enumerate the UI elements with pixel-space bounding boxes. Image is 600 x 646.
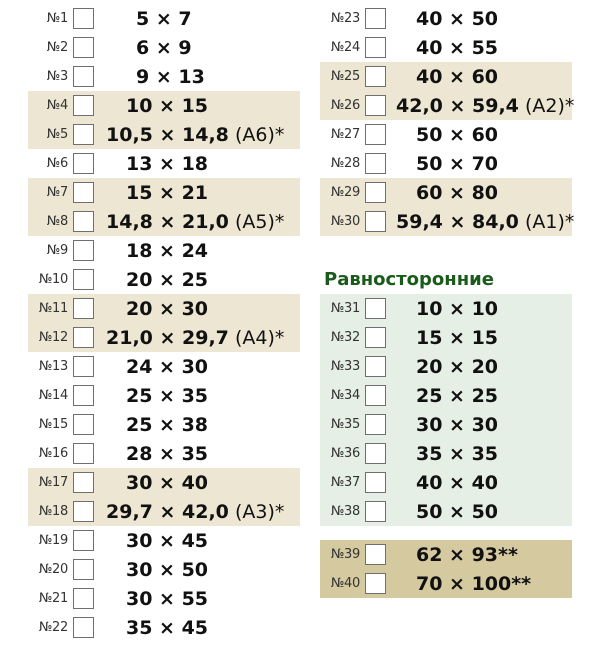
- size-row: [320, 381, 572, 410]
- size-value: [94, 443, 300, 465]
- size-value: [94, 530, 300, 552]
- size-number: №25: [330, 69, 360, 84]
- size-value: [94, 182, 300, 204]
- size-checkbox[interactable]: [365, 8, 386, 29]
- size-row: [320, 149, 572, 178]
- size-dimensions: 14,8 × 21,0: [106, 210, 229, 233]
- size-checkbox[interactable]: [365, 385, 386, 406]
- size-value: [386, 8, 572, 30]
- size-checkbox[interactable]: [365, 153, 386, 174]
- size-row: [320, 569, 572, 598]
- size-value: [94, 8, 300, 30]
- size-value: [94, 501, 300, 523]
- size-checkbox[interactable]: [73, 95, 94, 116]
- size-dimensions: 29,7 × 42,0: [106, 500, 229, 523]
- size-number: №2: [46, 40, 68, 55]
- size-number: №15: [38, 417, 68, 432]
- size-value: [94, 385, 300, 407]
- size-row: [320, 207, 575, 236]
- size-dimensions: 13 × 18: [126, 152, 209, 175]
- size-value: [386, 472, 572, 494]
- size-dimensions: 70 × 100**: [416, 572, 532, 595]
- size-checkbox[interactable]: [73, 327, 94, 348]
- size-dimensions: 30 × 40: [126, 471, 209, 494]
- size-dimensions: 25 × 38: [126, 413, 209, 436]
- size-dimensions: 9 × 13: [136, 65, 205, 88]
- size-number: №12: [38, 330, 68, 345]
- size-row: [320, 323, 572, 352]
- size-value: [94, 269, 300, 291]
- size-value: [386, 544, 572, 566]
- size-checkbox[interactable]: [73, 414, 94, 435]
- size-row: [28, 526, 300, 555]
- size-number: №10: [38, 272, 68, 287]
- size-row: [28, 4, 300, 33]
- size-dimensions: 30 × 30: [416, 413, 499, 436]
- size-row: [320, 540, 572, 569]
- size-dimensions: 60 × 80: [416, 181, 499, 204]
- size-dimensions: 40 × 55: [416, 36, 499, 59]
- size-value: [94, 327, 300, 349]
- size-number: №39: [330, 547, 360, 562]
- size-number: №9: [46, 243, 68, 258]
- size-value: [94, 37, 300, 59]
- size-dimensions: 21,0 × 29,7: [106, 326, 229, 349]
- size-dimensions: 5 × 7: [136, 7, 192, 30]
- size-checkbox[interactable]: [73, 240, 94, 261]
- size-dimensions: 30 × 55: [126, 587, 209, 610]
- size-checkbox[interactable]: [73, 472, 94, 493]
- size-value: [386, 298, 572, 320]
- size-checkbox[interactable]: [73, 269, 94, 290]
- size-value: [94, 211, 300, 233]
- size-dimensions: 15 × 21: [126, 181, 209, 204]
- size-checkbox[interactable]: [73, 501, 94, 522]
- size-dimensions: 62 × 93**: [416, 543, 518, 566]
- size-row: [320, 4, 572, 33]
- size-value: [386, 153, 572, 175]
- size-checkbox[interactable]: [73, 66, 94, 87]
- size-checkbox[interactable]: [365, 211, 386, 232]
- size-value: [386, 211, 574, 233]
- size-row: [28, 236, 300, 265]
- size-checkbox[interactable]: [365, 443, 386, 464]
- size-number: №37: [330, 475, 360, 490]
- size-number: №19: [38, 533, 68, 548]
- size-value: [94, 588, 300, 610]
- size-value: [386, 573, 572, 595]
- size-value: [94, 153, 300, 175]
- size-number: №5: [46, 127, 68, 142]
- size-number: №8: [46, 214, 68, 229]
- size-row: [28, 33, 300, 62]
- size-number: №38: [330, 504, 360, 519]
- size-row: [28, 207, 300, 236]
- size-row: [28, 149, 300, 178]
- size-checkbox[interactable]: [73, 124, 94, 145]
- size-number: №40: [330, 576, 360, 591]
- size-row: [28, 410, 300, 439]
- size-value: [386, 37, 572, 59]
- size-number: №31: [330, 301, 360, 316]
- size-format-label: (A1)*: [518, 210, 575, 233]
- size-number: №26: [330, 98, 360, 113]
- size-format-label: (A2)*: [518, 94, 575, 117]
- size-row: [28, 352, 300, 381]
- size-row: [320, 410, 572, 439]
- size-value: [94, 298, 300, 320]
- size-row: [28, 120, 300, 149]
- size-checkbox[interactable]: [365, 414, 386, 435]
- size-dimensions: 30 × 45: [126, 529, 209, 552]
- size-value: [386, 95, 574, 117]
- size-number: №11: [38, 301, 68, 316]
- size-checkbox[interactable]: [365, 327, 386, 348]
- size-row: [28, 468, 300, 497]
- size-row: [320, 178, 572, 207]
- size-value: [94, 356, 300, 378]
- size-checkbox[interactable]: [365, 544, 386, 565]
- size-value: [386, 356, 572, 378]
- size-value: [386, 443, 572, 465]
- size-format-label: (A3)*: [228, 500, 285, 523]
- size-format-label: (A6)*: [228, 123, 285, 146]
- size-number: №34: [330, 388, 360, 403]
- size-dimensions: 28 × 35: [126, 442, 209, 465]
- size-dimensions: 35 × 35: [416, 442, 499, 465]
- size-checkbox[interactable]: [365, 501, 386, 522]
- size-number: №1: [46, 11, 68, 26]
- size-checkbox[interactable]: [73, 530, 94, 551]
- size-number: №7: [46, 185, 68, 200]
- size-row: [320, 120, 572, 149]
- size-checkbox[interactable]: [73, 588, 94, 609]
- size-number: №18: [38, 504, 68, 519]
- size-row: [320, 91, 575, 120]
- size-value: [94, 617, 300, 639]
- size-row: [28, 497, 300, 526]
- size-dimensions: 25 × 35: [126, 384, 209, 407]
- size-row: [320, 497, 572, 526]
- size-number: №27: [330, 127, 360, 142]
- size-checkbox[interactable]: [365, 356, 386, 377]
- size-value: [386, 327, 572, 349]
- size-value: [386, 182, 572, 204]
- size-number: №16: [38, 446, 68, 461]
- size-number: №30: [330, 214, 360, 229]
- size-number: №22: [38, 620, 68, 635]
- size-row: [28, 62, 300, 91]
- size-row: [28, 381, 300, 410]
- size-value: [386, 124, 572, 146]
- size-format-label: (A5)*: [228, 210, 285, 233]
- size-checkbox[interactable]: [73, 153, 94, 174]
- size-row: [28, 265, 300, 294]
- size-number: №3: [46, 69, 68, 84]
- size-dimensions: 10 × 10: [416, 297, 499, 320]
- square-sizes-heading: Равносторонние: [324, 269, 494, 290]
- size-checkbox[interactable]: [73, 298, 94, 319]
- size-dimensions: 20 × 25: [126, 268, 209, 291]
- size-number: №36: [330, 446, 360, 461]
- size-checkbox[interactable]: [73, 37, 94, 58]
- size-row: [28, 439, 300, 468]
- size-value: [94, 124, 300, 146]
- size-row: [320, 352, 572, 381]
- size-dimensions: 40 × 50: [416, 7, 499, 30]
- size-row: [28, 323, 300, 352]
- size-checkbox[interactable]: [73, 617, 94, 638]
- size-value: [94, 414, 300, 436]
- size-format-label: (A4)*: [228, 326, 285, 349]
- size-dimensions: 18 × 24: [126, 239, 209, 262]
- size-number: №17: [38, 475, 68, 490]
- size-value: [386, 414, 572, 436]
- size-dimensions: 50 × 70: [416, 152, 499, 175]
- size-checkbox[interactable]: [73, 385, 94, 406]
- size-dimensions: 50 × 60: [416, 123, 499, 146]
- size-dimensions: 24 × 30: [126, 355, 209, 378]
- size-number: №28: [330, 156, 360, 171]
- size-checkbox[interactable]: [73, 182, 94, 203]
- size-row: [28, 91, 300, 120]
- group-spacer: [320, 236, 572, 265]
- size-dimensions: 50 × 50: [416, 500, 499, 523]
- size-dimensions: 10 × 15: [126, 94, 209, 117]
- special-sizes-group: [320, 540, 572, 598]
- square-sizes-group: [320, 294, 572, 526]
- size-checkbox[interactable]: [365, 298, 386, 319]
- size-checkbox[interactable]: [73, 356, 94, 377]
- right-size-column: [320, 4, 575, 598]
- size-row: [28, 584, 300, 613]
- size-checkbox[interactable]: [73, 443, 94, 464]
- size-dimensions: 40 × 40: [416, 471, 499, 494]
- size-value: [94, 472, 300, 494]
- size-row: [320, 468, 572, 497]
- size-row: [28, 555, 300, 584]
- size-number: №4: [46, 98, 68, 113]
- size-checkbox[interactable]: [365, 95, 386, 116]
- size-dimensions: 35 × 45: [126, 616, 209, 639]
- size-number: №6: [46, 156, 68, 171]
- size-row: [320, 294, 572, 323]
- size-checkbox[interactable]: [73, 559, 94, 580]
- size-row: [28, 613, 300, 642]
- size-number: №35: [330, 417, 360, 432]
- size-checkbox[interactable]: [365, 182, 386, 203]
- size-value: [94, 240, 300, 262]
- size-checkbox[interactable]: [365, 37, 386, 58]
- size-row: [28, 294, 300, 323]
- size-number: №32: [330, 330, 360, 345]
- size-dimensions: 25 × 25: [416, 384, 499, 407]
- size-number: №24: [330, 40, 360, 55]
- size-row: [320, 62, 572, 91]
- standard-sizes-group: [320, 4, 575, 236]
- size-checkbox[interactable]: [73, 8, 94, 29]
- size-checkbox[interactable]: [365, 573, 386, 594]
- size-checkbox[interactable]: [73, 211, 94, 232]
- size-checkbox[interactable]: [365, 66, 386, 87]
- size-value: [94, 66, 300, 88]
- left-size-column: [28, 4, 300, 642]
- size-number: №20: [38, 562, 68, 577]
- size-number: №14: [38, 388, 68, 403]
- size-checkbox[interactable]: [365, 472, 386, 493]
- size-value: [386, 501, 572, 523]
- size-row: [320, 33, 572, 62]
- size-checkbox[interactable]: [365, 124, 386, 145]
- size-value: [94, 95, 300, 117]
- size-number: №33: [330, 359, 360, 374]
- size-value: [386, 385, 572, 407]
- size-dimensions: 30 × 50: [126, 558, 209, 581]
- size-number: №21: [38, 591, 68, 606]
- group-spacer: [320, 526, 572, 540]
- size-dimensions: 10,5 × 14,8: [106, 123, 229, 146]
- size-dimensions: 42,0 × 59,4: [396, 94, 519, 117]
- size-number: №29: [330, 185, 360, 200]
- size-row: [320, 439, 572, 468]
- size-number: №13: [38, 359, 68, 374]
- size-dimensions: 40 × 60: [416, 65, 499, 88]
- size-dimensions: 20 × 20: [416, 355, 499, 378]
- size-value: [386, 66, 572, 88]
- size-row: [28, 178, 300, 207]
- size-number: №23: [330, 11, 360, 26]
- size-dimensions: 15 × 15: [416, 326, 499, 349]
- size-value: [94, 559, 300, 581]
- size-dimensions: 6 × 9: [136, 36, 192, 59]
- size-dimensions: 20 × 30: [126, 297, 209, 320]
- size-dimensions: 59,4 × 84,0: [396, 210, 519, 233]
